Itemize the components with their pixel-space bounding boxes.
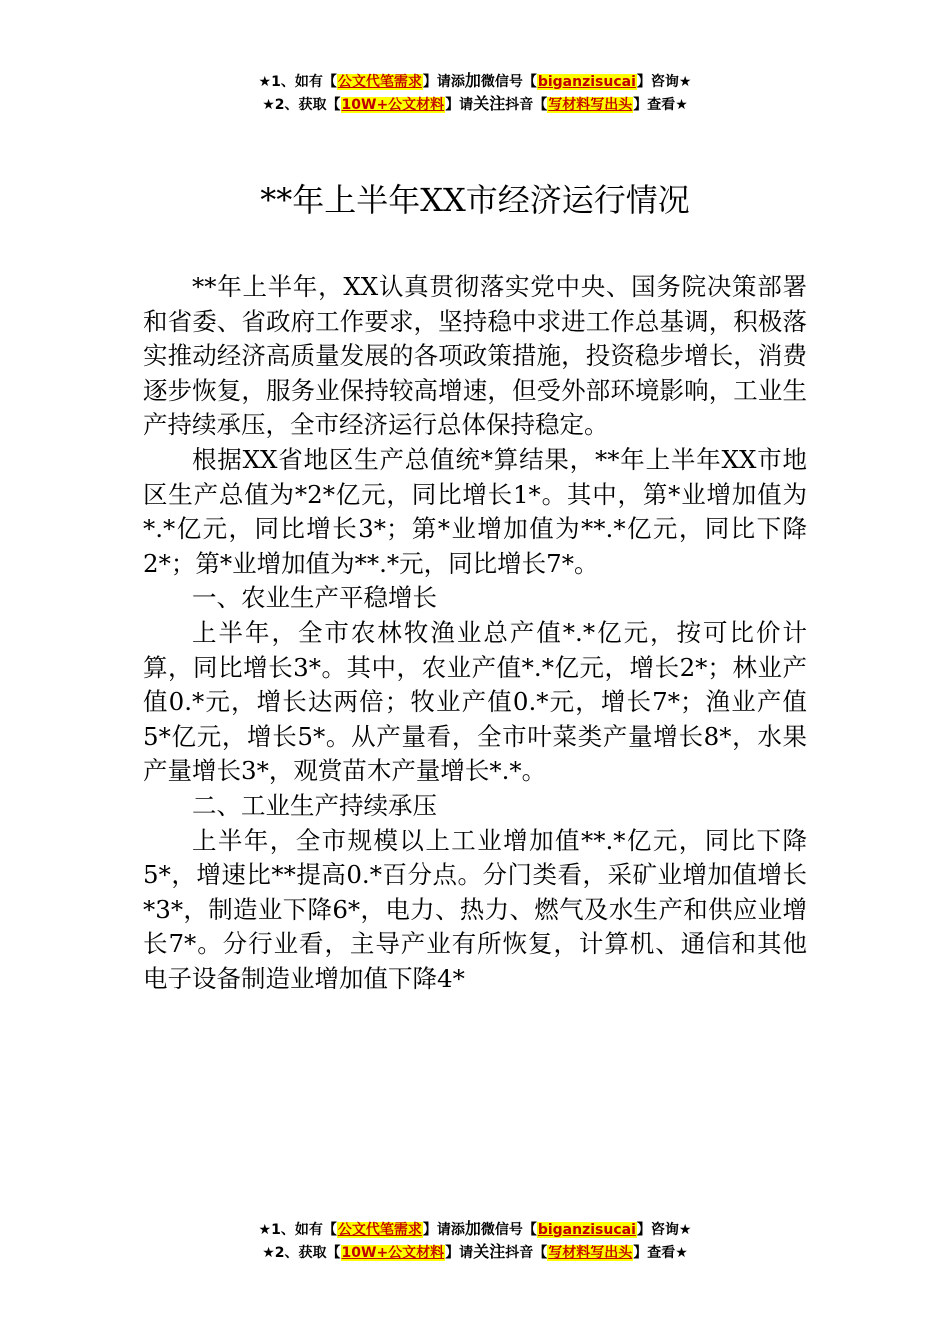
banner-highlight: 公文代笔需求	[337, 1222, 422, 1238]
banner-highlight: 写材料写出头	[548, 97, 633, 113]
banner-highlight: 公文代笔需求	[337, 74, 422, 90]
paragraph-gdp: 根据XX省地区生产总值统*算结果，**年上半年XX市地区生产总值为*2*亿元，同比增长1*。其中，第*业增加值为*.*亿元，同比增长3*；第*业增加值为**.*亿元，同比下降2*；第*业增加值为**.*元，同比增长7*。	[143, 444, 807, 578]
banner-line-2	[0, 1241, 950, 1264]
banner-text: 】查看★	[633, 97, 688, 113]
banner-text: 关注	[473, 94, 506, 113]
paragraph-industry: 上半年，全市规模以上工业增加值**.*亿元，同比下降5*，增速比**提高0.*百分点。分门类看，采矿业增加值增长*3*，制造业下降6*，电力、热力、燃气及水生产和供应业增长7*。分行业看，主导产业有所恢复，计算机、通信和其他电子设备制造业增加值下降4*	[143, 825, 807, 993]
top-banner	[0, 70, 950, 116]
banner-highlight: biganzisucai	[537, 74, 636, 90]
banner-line-2	[0, 93, 950, 116]
banner-text: 】请添	[422, 1222, 465, 1238]
banner-text: 加	[464, 1219, 481, 1238]
section-heading-agriculture: 一、农业生产平稳增长	[192, 583, 437, 613]
banner-text: ★2、获取【	[262, 1245, 341, 1261]
paragraph-intro: **年上半年，XX认真贯彻落实党中央、国务院决策部署和省委、省政府工作要求，坚持稳中求进工作总基调，积极落实推动经济高质量发展的各项政策措施，投资稳步增长，消费逐步恢复，服务业保持较高增速，但受外部环境影响，工业生产持续承压，全市经济运行总体保持稳定。	[143, 272, 807, 440]
document-body	[143, 270, 807, 996]
banner-text: ★1、如有【	[258, 74, 337, 90]
banner-text: 加	[464, 71, 481, 90]
paragraph-agriculture: 上半年，全市农林牧渔业总产值*.*亿元，按可比价计算，同比增长3*。其中，农业产值*.*亿元，增长2*；林业产值0.*元，增长达两倍；牧业产值0.*元，增长7*；渔业产值5*亿元，增长5*。从产量看，全市叶菜类产量增长8*，水果产量增长3*，观赏苗木产量增长*.*。	[143, 617, 807, 786]
banner-line-1	[0, 70, 950, 93]
banner-text: ★1、如有【	[258, 1222, 337, 1238]
banner-text: 】请	[445, 97, 474, 113]
banner-highlight: 10W+公文材料	[341, 97, 445, 113]
banner-text: 】查看★	[633, 1245, 688, 1261]
banner-text: 】请添	[422, 74, 465, 90]
banner-text: 】请	[445, 1245, 474, 1261]
bottom-banner	[0, 1218, 950, 1264]
banner-text: 】咨询★	[636, 74, 692, 90]
section-heading-industry: 二、工业生产持续承压	[192, 790, 437, 820]
banner-highlight: biganzisucai	[537, 1222, 636, 1238]
banner-text: 微信号【	[480, 74, 537, 90]
banner-highlight: 写材料写出头	[548, 1245, 633, 1261]
banner-highlight: 10W+公文材料	[341, 1245, 445, 1261]
banner-text: 关注	[473, 1242, 506, 1261]
banner-text: 微信号【	[480, 1222, 537, 1238]
banner-text: 抖音【	[505, 1245, 548, 1261]
banner-text: ★2、获取【	[262, 97, 341, 113]
banner-text: 】咨询★	[636, 1222, 692, 1238]
document-title: **年上半年XX市经济运行情况	[260, 181, 690, 219]
banner-line-1	[0, 1218, 950, 1241]
banner-text: 抖音【	[505, 97, 548, 113]
